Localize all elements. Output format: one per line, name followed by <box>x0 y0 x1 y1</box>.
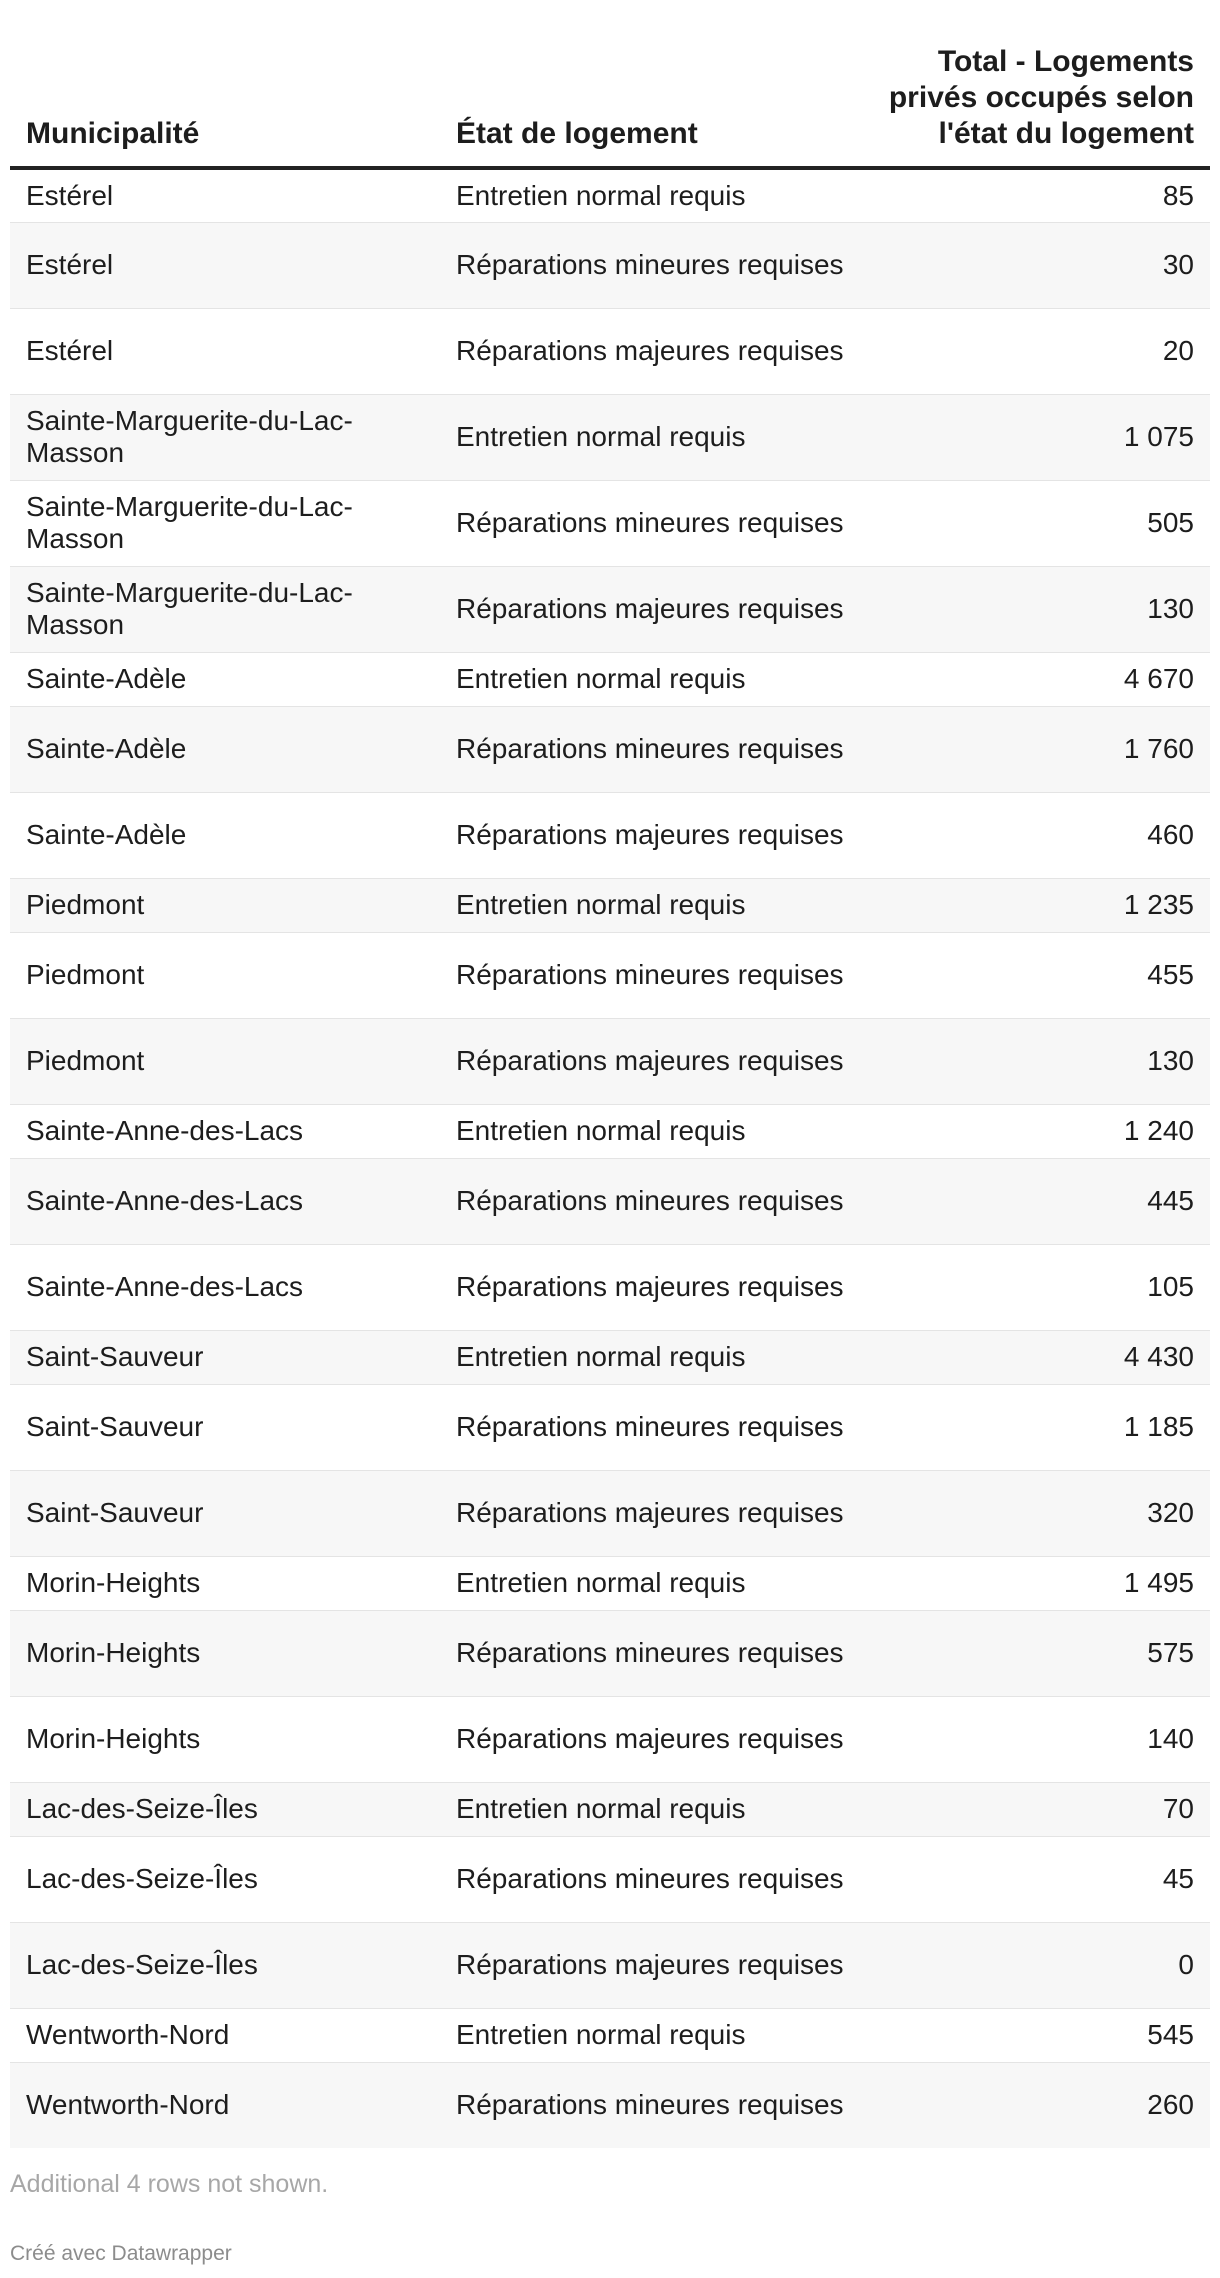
cell-municipalite: Piedmont <box>10 932 440 1018</box>
table-row <box>10 1836 1210 1922</box>
table-row <box>10 1782 1210 1836</box>
cell-etat-logement: Réparations mineures requises <box>440 2062 860 2148</box>
table-row <box>10 1556 1210 1610</box>
table-row <box>10 566 1210 652</box>
column-header-etat-logement[interactable]: État de logement <box>440 44 860 168</box>
cell-total-logements: 575 <box>860 1610 1210 1696</box>
table-row <box>10 792 1210 878</box>
cell-municipalite: Morin-Heights <box>10 1556 440 1610</box>
cell-total-logements: 545 <box>860 2008 1210 2062</box>
cell-total-logements: 4 430 <box>860 1330 1210 1384</box>
table-row <box>10 1922 1210 2008</box>
cell-total-logements: 455 <box>860 932 1210 1018</box>
cell-etat-logement: Réparations mineures requises <box>440 1836 860 1922</box>
table-row <box>10 1244 1210 1330</box>
cell-municipalite: Saint-Sauveur <box>10 1330 440 1384</box>
cell-etat-logement: Réparations mineures requises <box>440 480 860 566</box>
table-notes: Additional 4 rows not shown. <box>10 2170 329 2198</box>
cell-etat-logement: Réparations majeures requises <box>440 1696 860 1782</box>
table-row <box>10 480 1210 566</box>
table-row <box>10 1330 1210 1384</box>
table-row <box>10 2062 1210 2148</box>
cell-etat-logement: Réparations mineures requises <box>440 932 860 1018</box>
data-table-container <box>10 44 1210 2148</box>
cell-total-logements: 1 240 <box>860 1104 1210 1158</box>
cell-total-logements: 260 <box>860 2062 1210 2148</box>
cell-etat-logement: Entretien normal requis <box>440 1330 860 1384</box>
table-row <box>10 1158 1210 1244</box>
cell-total-logements: 4 670 <box>860 652 1210 706</box>
cell-etat-logement: Réparations majeures requises <box>440 1922 860 2008</box>
cell-etat-logement: Réparations majeures requises <box>440 1470 860 1556</box>
cell-etat-logement: Réparations majeures requises <box>440 792 860 878</box>
cell-etat-logement: Réparations majeures requises <box>440 566 860 652</box>
cell-total-logements: 140 <box>860 1696 1210 1782</box>
data-table <box>10 44 1210 2148</box>
cell-etat-logement: Entretien normal requis <box>440 652 860 706</box>
cell-total-logements: 1 075 <box>860 394 1210 480</box>
cell-municipalite: Sainte-Adèle <box>10 792 440 878</box>
cell-total-logements: 1 185 <box>860 1384 1210 1470</box>
table-row <box>10 308 1210 394</box>
cell-etat-logement: Entretien normal requis <box>440 2008 860 2062</box>
cell-municipalite: Sainte-Marguerite-du-Lac-Masson <box>10 480 440 566</box>
cell-etat-logement: Réparations majeures requises <box>440 1244 860 1330</box>
cell-total-logements: 1 760 <box>860 706 1210 792</box>
cell-municipalite: Sainte-Anne-des-Lacs <box>10 1104 440 1158</box>
cell-total-logements: 505 <box>860 480 1210 566</box>
cell-total-logements: 70 <box>860 1782 1210 1836</box>
cell-total-logements: 130 <box>860 1018 1210 1104</box>
cell-etat-logement: Entretien normal requis <box>440 168 860 222</box>
table-row <box>10 222 1210 308</box>
cell-total-logements: 1 495 <box>860 1556 1210 1610</box>
cell-total-logements: 85 <box>860 168 1210 222</box>
table-body <box>10 168 1210 2148</box>
cell-etat-logement: Réparations mineures requises <box>440 706 860 792</box>
table-row <box>10 1470 1210 1556</box>
cell-total-logements: 45 <box>860 1836 1210 1922</box>
cell-municipalite: Sainte-Anne-des-Lacs <box>10 1244 440 1330</box>
cell-total-logements: 20 <box>860 308 1210 394</box>
cell-total-logements: 445 <box>860 1158 1210 1244</box>
table-row <box>10 1696 1210 1782</box>
table-row <box>10 1104 1210 1158</box>
cell-municipalite: Sainte-Marguerite-du-Lac-Masson <box>10 566 440 652</box>
cell-total-logements: 320 <box>860 1470 1210 1556</box>
cell-municipalite: Wentworth-Nord <box>10 2008 440 2062</box>
cell-etat-logement: Réparations majeures requises <box>440 308 860 394</box>
cell-etat-logement: Entretien normal requis <box>440 1104 860 1158</box>
cell-etat-logement: Réparations mineures requises <box>440 222 860 308</box>
cell-etat-logement: Réparations mineures requises <box>440 1158 860 1244</box>
column-header-municipalite[interactable]: Municipalité <box>10 44 440 168</box>
cell-municipalite: Sainte-Marguerite-du-Lac-Masson <box>10 394 440 480</box>
table-row <box>10 1384 1210 1470</box>
cell-municipalite: Wentworth-Nord <box>10 2062 440 2148</box>
cell-municipalite: Morin-Heights <box>10 1696 440 1782</box>
cell-municipalite: Sainte-Adèle <box>10 652 440 706</box>
cell-etat-logement: Entretien normal requis <box>440 878 860 932</box>
cell-etat-logement: Réparations mineures requises <box>440 1610 860 1696</box>
cell-total-logements: 1 235 <box>860 878 1210 932</box>
column-header-total-logements[interactable]: Total - Logements privés occupés selon l'état du logement <box>860 44 1210 168</box>
cell-etat-logement: Entretien normal requis <box>440 1782 860 1836</box>
table-row <box>10 168 1210 222</box>
cell-municipalite: Estérel <box>10 168 440 222</box>
cell-total-logements: 0 <box>860 1922 1210 2008</box>
cell-municipalite: Piedmont <box>10 878 440 932</box>
cell-municipalite: Morin-Heights <box>10 1610 440 1696</box>
table-header <box>10 44 1210 168</box>
table-row <box>10 878 1210 932</box>
cell-total-logements: 30 <box>860 222 1210 308</box>
table-row <box>10 1610 1210 1696</box>
cell-municipalite: Estérel <box>10 308 440 394</box>
cell-municipalite: Lac-des-Seize-Îles <box>10 1836 440 1922</box>
cell-etat-logement: Entretien normal requis <box>440 394 860 480</box>
table-row <box>10 2008 1210 2062</box>
table-row <box>10 652 1210 706</box>
cell-etat-logement: Entretien normal requis <box>440 1556 860 1610</box>
cell-municipalite: Sainte-Anne-des-Lacs <box>10 1158 440 1244</box>
table-row <box>10 394 1210 480</box>
cell-total-logements: 105 <box>860 1244 1210 1330</box>
cell-municipalite: Estérel <box>10 222 440 308</box>
cell-municipalite: Piedmont <box>10 1018 440 1104</box>
cell-etat-logement: Réparations majeures requises <box>440 1018 860 1104</box>
cell-municipalite: Lac-des-Seize-Îles <box>10 1922 440 2008</box>
cell-municipalite: Sainte-Adèle <box>10 706 440 792</box>
table-row <box>10 932 1210 1018</box>
table-row <box>10 1018 1210 1104</box>
cell-etat-logement: Réparations mineures requises <box>440 1384 860 1470</box>
header-row <box>10 44 1210 168</box>
table-row <box>10 706 1210 792</box>
credit-line: Créé avec Datawrapper <box>10 2242 232 2265</box>
cell-municipalite: Lac-des-Seize-Îles <box>10 1782 440 1836</box>
cell-total-logements: 460 <box>860 792 1210 878</box>
cell-total-logements: 130 <box>860 566 1210 652</box>
cell-municipalite: Saint-Sauveur <box>10 1384 440 1470</box>
cell-municipalite: Saint-Sauveur <box>10 1470 440 1556</box>
